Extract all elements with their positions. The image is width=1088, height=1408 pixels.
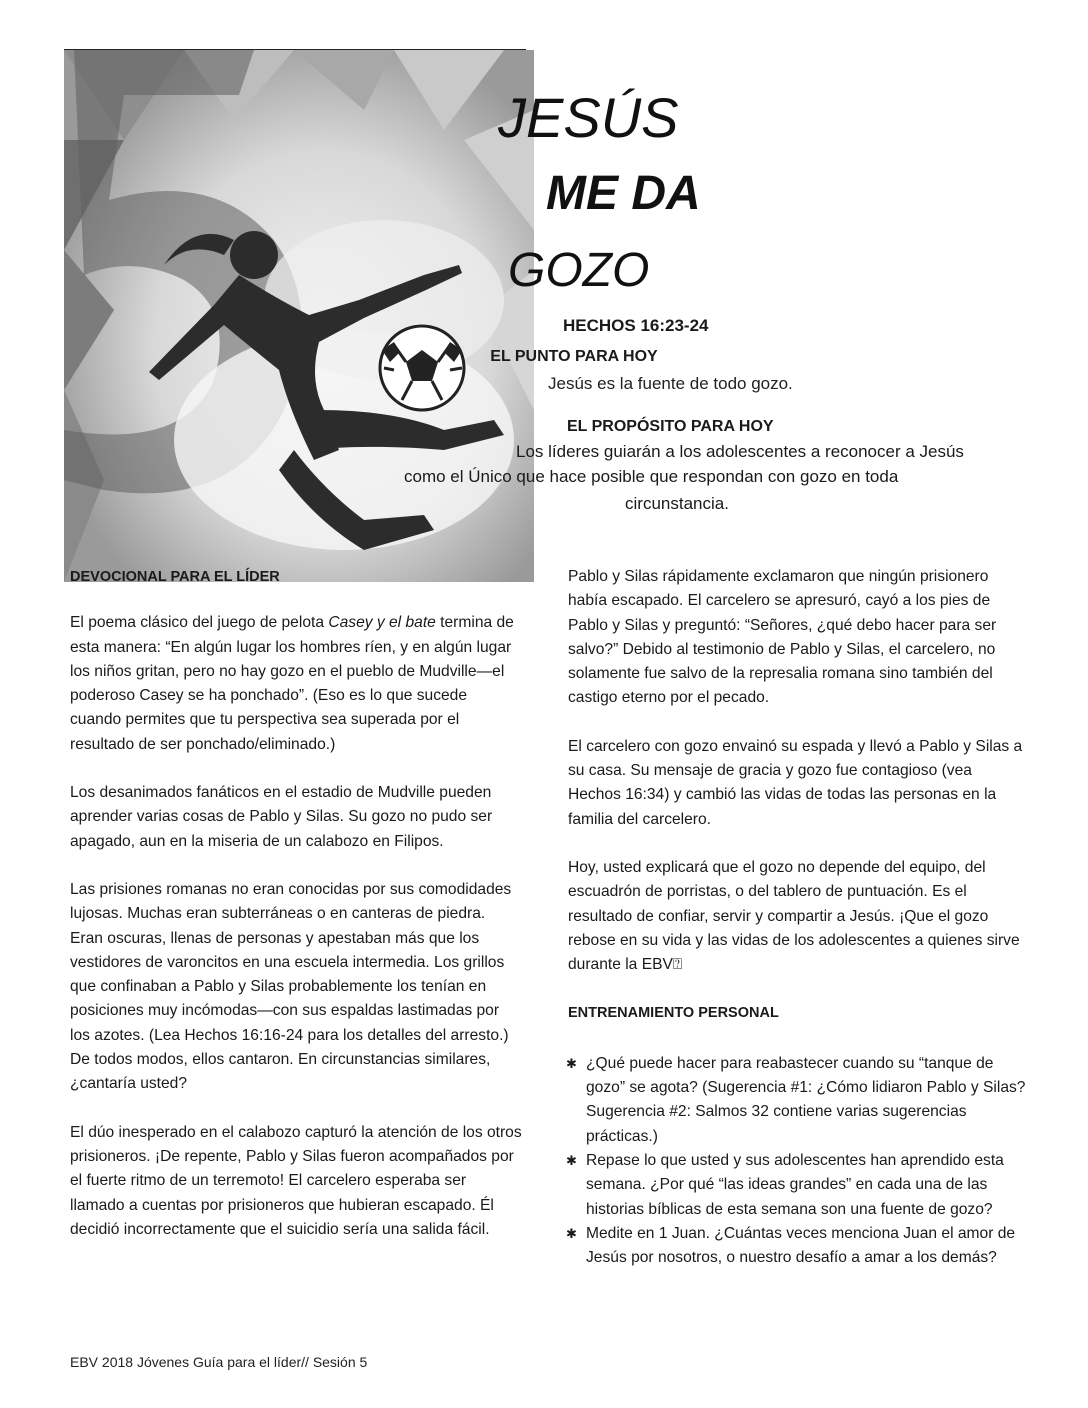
devotional-paragraph-1 [70, 611, 522, 757]
asterisk-bullet-icon: ✱ [566, 1055, 577, 1071]
right-paragraph-2: El carcelero con gozo envainó su espada y llevó a Pablo y Silas a su casa. Su mensaje de gracia y gozo fue contagioso (vea Hechos 16:34) y cambió las vidas de todas las personas en la familia del carcelero. [568, 737, 1023, 828]
list-item-text: Repase lo que usted y sus adolescentes han aprendido esta semana. ¿Por qué “las ideas grandes” en cada una de las historias bíblicas de esta semana son una fuente de gozo? [586, 1151, 1004, 1218]
devotional-heading: DEVOCIONAL PARA EL LÍDER [70, 569, 280, 585]
list-item [568, 1052, 1028, 1149]
page-footer: EBV 2018 Jóvenes Guía para el líder// Sesión 5 [70, 1354, 368, 1370]
missing-glyph-icon: ⍰ [672, 956, 683, 974]
list-item [568, 1149, 1028, 1222]
soccer-player-illustration [64, 50, 534, 582]
devotional-paragraph-2: Los desanimados fanáticos en el estadio de Mudville pueden aprender varias cosas de Pablo y Silas. Su gozo no pudo ser apagado, aun en la miseria de un calabozo en Filipos. [70, 784, 493, 850]
paragraph-text: Hoy, usted explicará que el gozo no depende del equipo, del escuadrón de porristas, o del tablero de puntuación. Es el resultado de confiar, servir y compartir a Jesús. ¡Que el gozo rebose en su vida y las vidas de los adolescentes a quienes sirve durante la EBV [568, 858, 1020, 974]
title-line-3: GOZO [508, 244, 650, 297]
devotional-paragraph-4: El dúo inesperado en el calabozo capturó la atención de los otros prisioneros. ¡De repente, Pablo y Silas fueron acompañados por el fuerte ritmo de un terremoto! El carcelero esperaba ser llamado a cuentas por prisioneros que hubieran escapado. Él decidió incorrectamente que el suicidio sería una salida fácil. [70, 1123, 522, 1238]
training-heading: ENTRENAMIENTO PERSONAL [568, 1005, 779, 1022]
list-item [568, 1222, 1028, 1271]
poem-title: Casey y el bate [328, 614, 436, 632]
purpose-heading: EL PROPÓSITO PARA HOY [567, 418, 774, 435]
right-paragraph-3 [568, 856, 1028, 977]
training-list [568, 1052, 1028, 1271]
asterisk-bullet-icon: ✱ [566, 1225, 577, 1241]
point-heading: EL PUNTO PARA HOY [490, 348, 658, 365]
list-item-text: ¿Qué puede hacer para reabastecer cuando su “tanque de gozo” se agota? (Sugerencia #1: ¿Cómo lidiaron Pablo y Silas? Sugerencia #2: Salmos 32 contiene varias sugerencias prácticas.) [586, 1054, 1026, 1145]
title-line-2: ME DA [546, 167, 701, 220]
paragraph-text: termina de esta manera: “En algún lugar los hombres ríen, y en algún lugar los niños gritan, pero no hay gozo en el pueblo de Mudville—el poderoso Casey se ha ponchado”. (Eso es lo que sucede cuando permites que tu perspectiva sea superada por el resultado de ser ponchado/eliminado.) [70, 614, 514, 753]
hero-soccer-image [64, 50, 534, 582]
title-line-1: JESÚS [498, 86, 679, 149]
purpose-text-line-1: Los líderes guiarán a los adolescentes a reconocer a Jesús [516, 442, 964, 461]
left-column [70, 565, 522, 1266]
right-column [568, 565, 1028, 1270]
devotional-paragraph-3: Las prisiones romanas no eran conocidas por sus comodidades lujosas. Muchas eran subterráneas o en canteras de piedra. Eran oscuras, llenas de personas y apestaban más que los vestidores de varoncitos en una escuela intermedia. Los grillos que confinaban a Pablo y Silas probablemente los tenían en posiciones muy incómodas—con sus espaldas lastimadas por los azotes. (Lea Hechos 16:16-24 para los detalles del arresto.) De todos modos, ellos cantaron. En circunstancias similares, ¿cantaría usted? [70, 880, 512, 1093]
purpose-text-line-3: circunstancia. [625, 494, 729, 513]
soccer-ball-icon [380, 326, 464, 410]
right-paragraph-1: Pablo y Silas rápidamente exclamaron que ningún prisionero había escapado. El carcelero se apresuró, cayó a los pies de Pablo y Silas y preguntó: “Señores, ¿qué debo hacer para ser salvo?” Debido al testimonio de Pablo y Silas, el carcelero, no solamente fue salvo de la represalia romana sino también del castigo eterno por el pecado. [568, 568, 997, 707]
paragraph-text: El poema clásico del juego de pelota [70, 614, 329, 632]
purpose-text-line-2: como el Único que hace posible que respondan con gozo en toda [404, 467, 899, 486]
point-text: Jesús es la fuente de todo gozo. [548, 374, 793, 393]
scripture-reference: HECHOS 16:23-24 [563, 316, 709, 335]
asterisk-bullet-icon: ✱ [566, 1152, 577, 1168]
list-item-text: Medite en 1 Juan. ¿Cuántas veces menciona Juan el amor de Jesús por nosotros, o nuestro desafío a amar a los demás? [586, 1224, 1016, 1267]
